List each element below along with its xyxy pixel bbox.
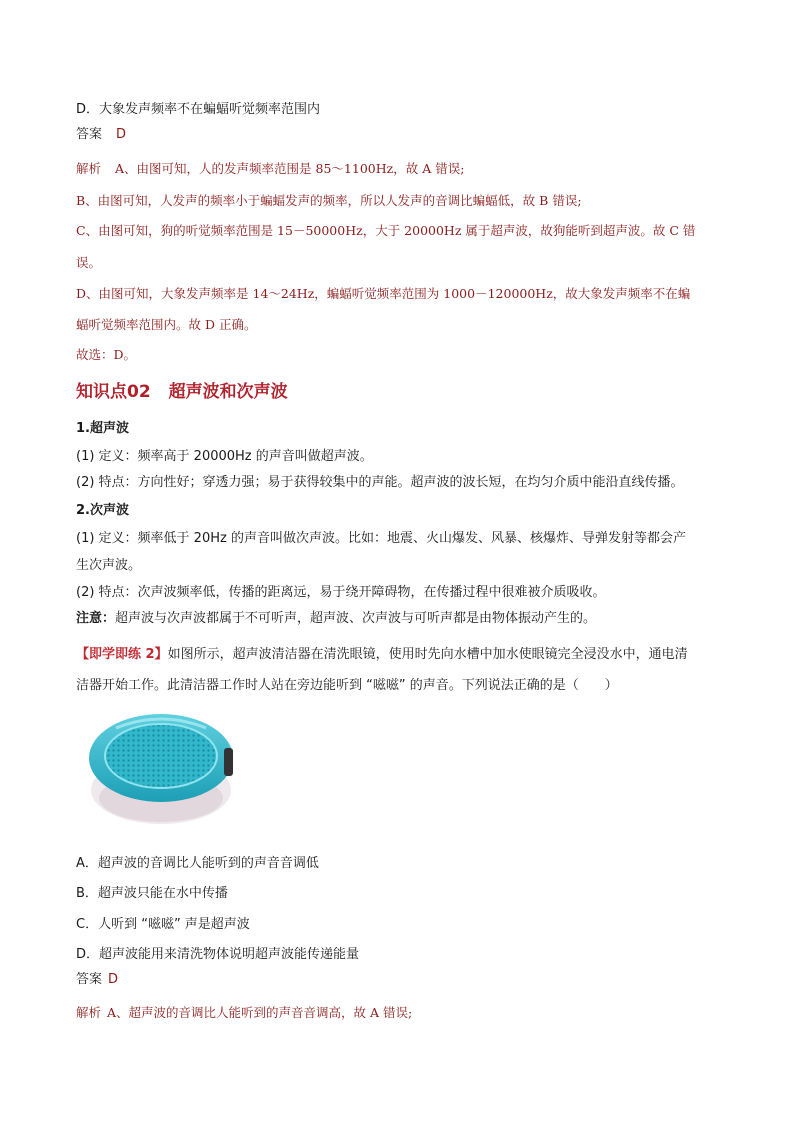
section-number: 知识点02 xyxy=(76,382,151,402)
prev-analysis-line-1: 解析 A、由图可知，人的发声频率范围是 85～1100Hz，故 A 错误; xyxy=(76,161,465,176)
analysis-label: 解析 xyxy=(76,161,102,176)
heading-infrasonic: 2.次声波 xyxy=(76,503,129,518)
prev-answer-line xyxy=(76,126,724,144)
infrasonic-features: (2) 特点：次声波频率低，传播的距离远，易于绕开障碍物，在传播过程中很难被介质吸收。 xyxy=(76,585,606,600)
cleaner-side-button xyxy=(224,748,233,776)
note-line xyxy=(76,610,724,628)
exercise-option-a: A．超声波的音调比人能听到的声音音调低 xyxy=(76,856,319,871)
answer-value: D xyxy=(116,127,127,142)
infrasonic-definition-2: 生次声波。 xyxy=(76,558,142,573)
exercise-answer-line xyxy=(76,971,724,989)
note-text: 超声波与次声波都属于不可听声，超声波、次声波与可听声都是由物体振动产生的。 xyxy=(115,611,597,626)
prev-analysis-line-2: B、由图可知，人发声的频率小于蝙蝠发声的频率，所以人发声的音调比蝙蝠低，故 B 错误; xyxy=(76,193,582,208)
prev-analysis-line-6: 蝠听觉频率范围内。故 D 正确。 xyxy=(76,317,257,332)
prev-option-d: D．大象发声频率不在蝙蝠听觉频率范围内 xyxy=(76,102,321,117)
section-name: 超声波和次声波 xyxy=(168,382,288,402)
ultrasonic-cleaner-image xyxy=(86,708,236,826)
prev-analysis-line-7: 故选：D。 xyxy=(76,347,137,362)
exercise-tag: 【即学即练 2】 xyxy=(76,647,168,662)
prev-analysis-line-3: C、由图可知，狗的听觉频率范围是 15－50000Hz，大于 20000Hz 属于超声波，故狗能听到超声波。故 C 错 xyxy=(76,223,696,238)
exercise-question-line-2: 洁器开始工作。此清洁器工作时人站在旁边能听到 “嗞嗞” 的声音。下列说法正确的是（ ） xyxy=(76,678,618,693)
infrasonic-definition-1: (1) 定义：频率低于 20Hz 的声音叫做次声波。比如：地震、火山爆发、风暴、核爆炸、导弹发射等都会产 xyxy=(76,531,686,546)
exercise-option-c: C．人听到 “嗞嗞” 声是超声波 xyxy=(76,917,250,932)
heading-ultrasonic: 1.超声波 xyxy=(76,421,129,436)
ultrasonic-features: (2) 特点：方向性好；穿透力强；易于获得较集中的声能。超声波的波长短，在均匀介质中能沿直线传播。 xyxy=(76,475,684,490)
exercise-option-d: D．超声波能用来清洗物体说明超声波能传递能量 xyxy=(76,947,360,962)
note-label: 注意： xyxy=(76,611,116,626)
answer-label: 答案 xyxy=(76,972,103,987)
section-title xyxy=(76,380,288,404)
exercise-option-b: B．超声波只能在水中传播 xyxy=(76,886,228,901)
ultrasonic-definition: (1) 定义：频率高于 20000Hz 的声音叫做超声波。 xyxy=(76,449,373,464)
answer-label: 答案 xyxy=(76,127,103,142)
exercise-analysis-line: 解析 A、超声波的音调比人能听到的声音音调高，故 A 错误; xyxy=(76,1005,413,1020)
analysis-label: 解析 xyxy=(76,1005,102,1020)
prev-analysis-line-4: 误。 xyxy=(76,255,102,270)
answer-value: D xyxy=(108,972,119,987)
exercise-question-line-1: 【即学即练 2】如图所示，超声波清洁器在清洗眼镜，使用时先向水槽中加水使眼镜完全浸没水中，通电清 xyxy=(76,647,688,662)
prev-analysis-line-5: D、由图可知，大象发声频率是 14～24Hz，蝙蝠听觉频率范围为 1000－120000Hz，故大象发声频率不在蝙 xyxy=(76,286,691,301)
